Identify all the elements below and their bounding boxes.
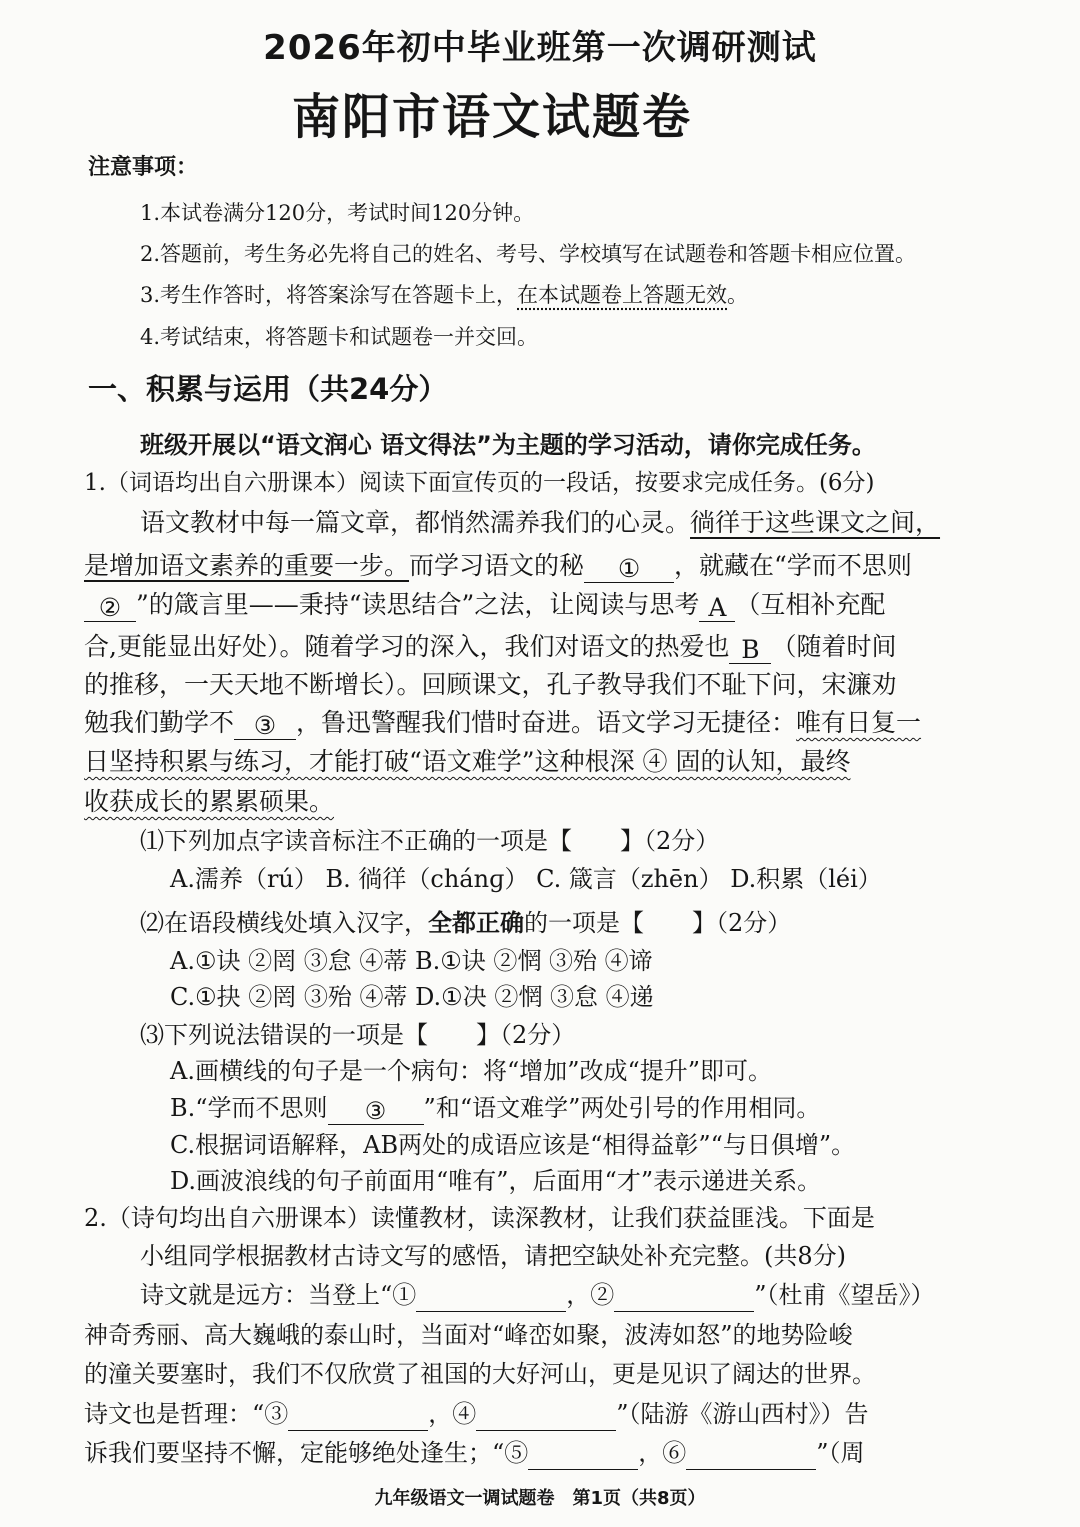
q1-sub2-stem [140,906,791,940]
note-item-3 [140,278,748,312]
q1-wavy-sentence-a: 唯有日复一 [796,708,922,737]
q1-para-line-4 [84,630,896,664]
q2-blank-3 [288,1400,428,1431]
q1-underlined-sentence-a: 徜徉于这些课文之间， [690,508,941,537]
page-footer: 九年级语文一调试题卷 第1页（共8页） [374,1488,706,1509]
q1-para-line-3 [84,588,885,622]
q1-sub2-options-1: A.①诀 ②罔 ③怠 ④蒂 B.①诀 ②惘 ③殆 ④谛 [170,947,653,975]
q2-blank-5 [528,1439,638,1470]
note-item-4: 4.考试结束，将答题卡和试题卷一并交回。 [140,325,539,349]
q2-line-4 [84,1397,869,1431]
q1-para-line-7: 日坚持积累与练习，才能打破“语文难学”这种根深 ④ 固的认知，最终 [84,747,851,776]
q1-sub2-stem-a: ⑵在语段横线处填入汉字， [140,909,428,937]
q1-text-b: 而学习语文的秘 [409,551,585,580]
q2-blank-1 [416,1281,566,1312]
q1-para-line-2 [84,549,912,583]
notes-heading: 注意事项： [88,154,199,180]
q1-para-line-1 [140,506,940,540]
q2-text-d: 诗文也是哲理：“③ [84,1400,289,1428]
exam-title-line1: 2026年初中毕业班第一次调研测试 [263,28,817,68]
blank-1: ① [584,552,674,583]
note-item-3-text: 3.考生作答时，将答案涂写在答题卡上， [140,283,518,307]
note-item-3-end: 。 [727,283,749,307]
q2-stem-line-2: 小组同学根据教材古诗文写的感悟，请把空缺处补充完整。(共8分) [140,1242,846,1270]
q1-sub2-stem-c: 的一项是【 】（2分） [524,909,792,937]
q1-para-line-5: 的推移，一天天地不断增长）。回顾课文，孔子教导我们不耻下问，宋濂劝 [84,670,897,699]
q1-stem: 1.（词语均出自六册课本）阅读下面宣传页的一段话，按要求完成任务。(6分) [84,470,875,496]
q2-blank-4 [476,1400,616,1431]
q1-text-a: 语文教材中每一篇文章，都悄然濡养我们的心灵。 [140,508,691,537]
section-heading: 一、积累与运用（共24分） [88,372,448,406]
q1-sub1-stem: ⑴下列加点字读音标注不正确的一项是【 】（2分） [140,827,720,855]
q1-sub2-stem-emphasis: 全都正确 [428,909,524,937]
q1-sub2-options-2: C.①抉 ②罔 ③殆 ④蒂 D.①决 ②惘 ③怠 ④递 [170,983,654,1011]
blank-a: A [699,591,735,622]
q2-text-h: ，⑥ [638,1439,687,1467]
q2-blank-2 [614,1281,754,1312]
q1-text-d: ”的箴言里——秉持“读思结合”之法，让阅读与思考 [136,590,700,619]
q1-para-line-8: 收获成长的累累硕果。 [84,787,335,816]
q1-underlined-sentence-b: 是增加语文素养的重要一步。 [84,551,410,580]
q1-text-i: ，鲁迅警醒我们惜时奋进。语文学习无捷径： [296,708,797,737]
q2-text-b: ，② [566,1281,615,1309]
exam-title-line2: 南阳市语文试题卷 [292,89,693,145]
q2-text-c: ”（杜甫《望岳》） [754,1281,935,1309]
q2-line-5 [84,1436,865,1470]
q1-sub3-option-c: C.根据词语解释，AB两处的成语应该是“相得益彰”“与日俱增”。 [170,1131,856,1159]
note-item-3-emphasis: 在本试题卷上答题无效 [517,283,728,307]
q1-sub3-option-a: A.画横线的句子是一个病句：将“增加”改成“提升”即可。 [170,1057,773,1085]
q1-sub3-option-b-text: B.“学而不思则 [170,1094,328,1122]
q2-text-a: 诗文就是远方：当登上“① [140,1281,417,1309]
q1-text-c: ，就藏在“学而不思则 [674,551,912,580]
q1-text-g: （随着时间 [771,632,897,661]
q1-text-h: 勉我们勤学不 [84,708,235,737]
q1-sub3-blank: ③ [328,1094,424,1125]
note-item-1: 1.本试卷满分120分，考试时间120分钟。 [140,201,535,225]
q1-sub3-stem: ⑶下列说法错误的一项是【 】（2分） [140,1021,576,1049]
q1-para-line-6 [84,706,921,740]
blank-2: ② [84,591,136,622]
q2-text-g: 诉我们要坚持不懈，定能够绝处逢生；“⑤ [84,1439,529,1467]
q1-text-e: （互相补充配 [735,590,886,619]
q1-sub3-option-d: D.画波浪线的句子前面用“唯有”，后面用“才”表示递进关系。 [170,1167,822,1195]
q2-blank-6 [686,1439,816,1470]
q1-sub1-options: A.濡养（rú） B. 徜徉（chánɡ） C. 箴言（zhēn） D.积累（léi） [170,865,882,893]
blank-3: ③ [234,709,296,740]
q2-text-e: ，④ [428,1400,477,1428]
q2-line-2: 神奇秀丽、高大巍峨的泰山时，当面对“峰峦如聚，波涛如怒”的地势险峻 [84,1321,853,1349]
q2-line-1 [140,1278,935,1312]
q1-text-f: 合,更能显出好处）。随着学习的深入，我们对语文的热爱也 [84,632,730,661]
q1-sub3-option-b [170,1091,820,1125]
q2-text-f: ”（陆游《游山西村》）告 [616,1400,869,1428]
section-intro: 班级开展以“语文润心 语文得法”为主题的学习活动，请你完成任务。 [140,431,876,459]
q2-line-3: 的潼关要塞时，我们不仅欣赏了祖国的大好河山，更是见识了阔达的世界。 [84,1360,876,1388]
note-item-2: 2.答题前，考生务必先将自己的姓名、考号、学校填写在试题卷和答题卡相应位置。 [140,242,917,266]
blank-b: B [729,633,771,664]
q2-text-i: ”（周 [816,1439,865,1467]
q2-stem-line-1: 2.（诗句均出自六册课本）读懂教材，读深教材，让我们获益匪浅。下面是 [84,1204,875,1232]
q1-sub3-option-b-end: ”和“语文难学”两处引号的作用相同。 [423,1094,821,1122]
